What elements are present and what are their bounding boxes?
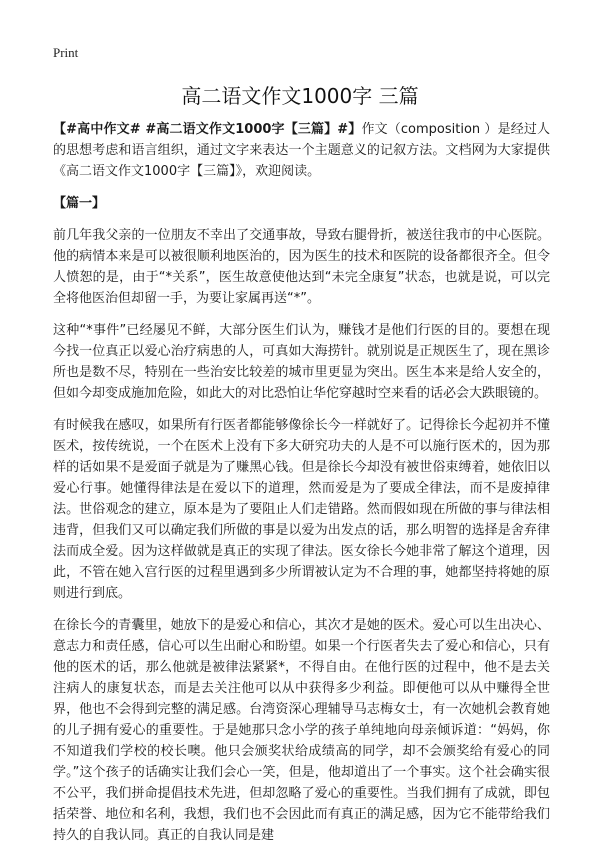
print-link[interactable]: Print	[53, 45, 79, 60]
article-body	[53, 119, 550, 857]
section-heading: 【篇一】	[53, 196, 106, 211]
body-paragraph-1: 前几年我父亲的一位朋友不幸出了交通事故，导致右腿骨折，被送往我市的中心医院。他的病情本来是可以被很顺利地医治的，因为医生的技术和医院的设备都很齐全。但令人愤恕的是，由于“*关系”，医生故意使他达到“未完全康复”状态，也就是说，可以完全将他医治但却留一手，为要让家属再送“*”。	[53, 228, 550, 306]
body-paragraph-4: 在徐长今的青囊里，她放下的是爱心和信心，其次才是她的医术。爱心可以生出决心、意志力和责任感，信心可以生出耐心和盼望。如果一个行医者失去了爱心和信心，只有他的医术的话，那么他就是被律法紧紧*，不得自由。在他行医的过程中，他不是去关注病人的康复状态，而是去关注他可以从中获得多少利益。即便他可以从中赚得全世界，他也不会得到完整的满足感。台湾资深心理辅导马志梅女士，有一次她机会教育她的儿子拥有爱心的重要性。于是她那只念小学的孩子单纯地向母亲倾诉道：“妈妈，你不知道我们学校的校长噢。他只会颁奖状给成绩高的同学，却不会颁奖给有爱心的同学。”这个孩子的话确实让我们会心一笑，但是，他却道出了一个事实。这个社会确实很不公平，我们拼命提倡技术先进，但却忽略了爱心的重要性。当我们拥有了成就，即包括荣誉、地位和名利，我想，我们也不会因此而有真正的满足感，因为它不能带给我们持久的自我认同。真正的自我认同是建	[53, 618, 550, 843]
intro-tags: 【#高中作文# #高二语文作文1000字【三篇】#】	[53, 122, 362, 137]
page-title: 高二语文作文1000字 三篇	[181, 84, 419, 108]
intro-paragraph	[53, 119, 550, 182]
intro-text: 作文（composition ）是经过人的思想考虑和语言组织，通过文字来表达一个主题意义的记叙方法。文档网为大家提供《高二语文作文1000字【三篇】》，欢迎阅读。	[53, 122, 550, 179]
body-paragraph-3: 有时候我在感叹，如果所有行医者都能够像徐长今一样就好了。记得徐长今起初并不懂医术，按传统说，一个在医术上没有下多大研究功夫的人是不可以施行医术的，因为那样的话如果不是爱面子就是为了赚黑心钱。但是徐长今却没有被世俗束缚着，她依旧以爱心行事。她懂得律法是在爱以下的道理，然而爱是为了要成全律法，而不是废掉律法。世俗观念的建立，原本是为了要阻止人们走错路。然而假如现在所做的事与律法相违背，但我们又可以确定我们所做的事是以爱为出发点的话，那么明智的选择是舍弃律法而成全爱。因为这样做就是真正的实现了律法。医女徐长今她非常了解这个道理，因此，不管在她入宫行医的过程里遇到多少所谓被认定为不合理的事，她都坚持将她的原则进行到底。	[53, 418, 550, 601]
body-paragraph-2: 这种“*事件”已经屡见不鲜，大部分医生们认为，赚钱才是他们行医的目的。要想在现今找一位真正以爱心治疗病患的人，可真如大海捞针。就别说是正规医生了，现在黑诊所也是数不尽，特别在一些治安比较差的城市里更显为突出。医生本来是给人安全的，但如今却变成施加危险，如此大的对比恐怕让华佗穿越时空来看的话必会大跌眼镜的。	[53, 323, 550, 401]
